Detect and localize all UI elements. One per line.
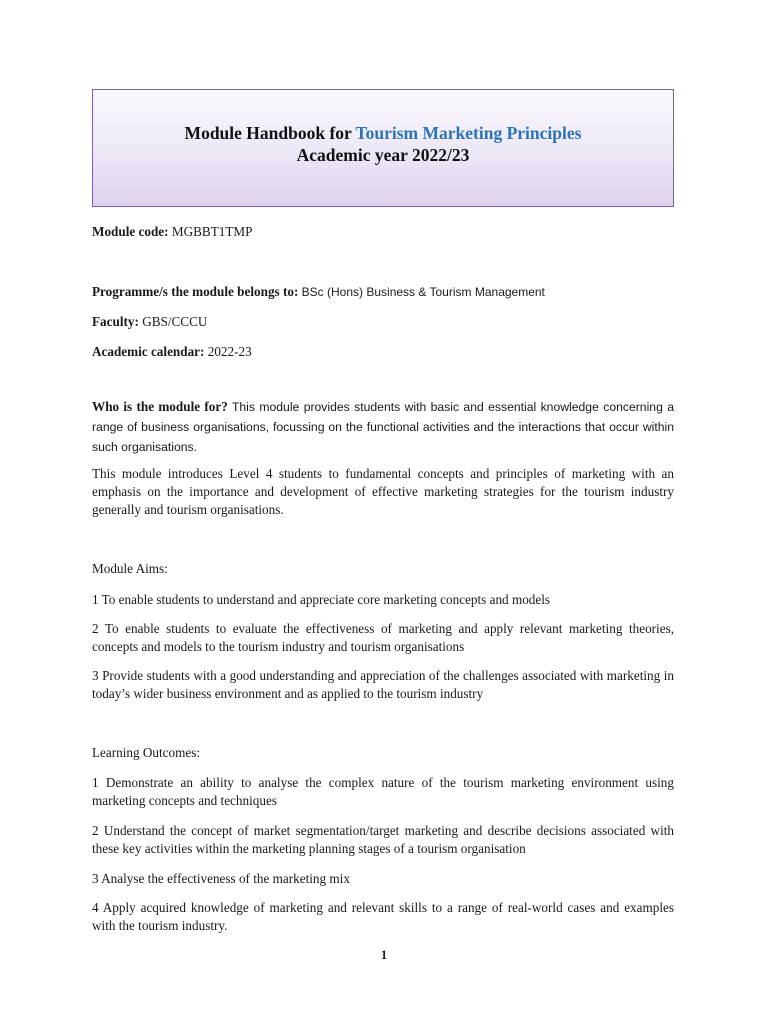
who-for-label: Who is the module for? [92, 399, 228, 414]
outcome-item: 1 Demonstrate an ability to analyse the complex nature of the tourism marketing environment using marketing concepts and techniques [92, 775, 674, 808]
who-for-paragraph [92, 397, 674, 457]
who-for-text: This module provides students with basic and essential knowledge concerning a range of business organisations, focussing on the functional activities and the interactions that occur within such organisations. [92, 400, 674, 454]
title-box [92, 89, 674, 207]
module-code-line [92, 223, 674, 241]
programme-value: BSc (Hons) Business & Tourism Management [298, 285, 545, 299]
aim-item: 3 Provide students with a good understanding and appreciation of the challenges associated with marketing in today’s wider business environment and as applied to the tourism industry [92, 668, 674, 701]
outcome-item: 3 Analyse the effectiveness of the marketing mix [92, 871, 350, 886]
academic-year-title: Academic year 2022/23 [296, 145, 470, 165]
module-name: Tourism Marketing Principles [355, 123, 582, 143]
academic-calendar-label: Academic calendar: [92, 344, 205, 359]
handbook-title [93, 123, 673, 144]
academic-calendar-value: 2022-23 [204, 344, 252, 359]
programme-label: Programme/s the module belongs to: [92, 284, 299, 299]
page-number: 1 [380, 948, 388, 962]
aim-item: 2 To enable students to evaluate the effectiveness of marketing and apply relevant marketing theories, concepts and models to the tourism industry and tourism organisations [92, 621, 674, 654]
outcomes-heading: Learning Outcomes: [92, 745, 201, 760]
outcome-item: 4 Apply acquired knowledge of marketing and relevant skills to a range of real-world cases and examples with the tourism industry. [92, 900, 674, 933]
academic-calendar-line [92, 343, 674, 361]
title-prefix: Module Handbook for [184, 123, 356, 143]
faculty-value: GBS/CCCU [138, 314, 208, 329]
module-code-label: Module code: [92, 224, 169, 239]
intro-paragraph: This module introduces Level 4 students to fundamental concepts and principles of marketing with an emphasis on the importance and development of effective marketing strategies for the tourism industry generally and tourism organisations. [92, 466, 674, 517]
module-code-value: MGBBT1TMP [168, 224, 253, 239]
faculty-label: Faculty: [92, 314, 139, 329]
programme-line [92, 283, 674, 301]
outcome-item: 2 Understand the concept of market segmentation/target marketing and describe decisions associated with these key activities within the marketing planning stages of a tourism organisation [92, 823, 674, 856]
faculty-line [92, 313, 674, 331]
aim-item: 1 To enable students to understand and appreciate core marketing concepts and models [92, 592, 551, 607]
aims-heading: Module Aims: [92, 561, 168, 576]
